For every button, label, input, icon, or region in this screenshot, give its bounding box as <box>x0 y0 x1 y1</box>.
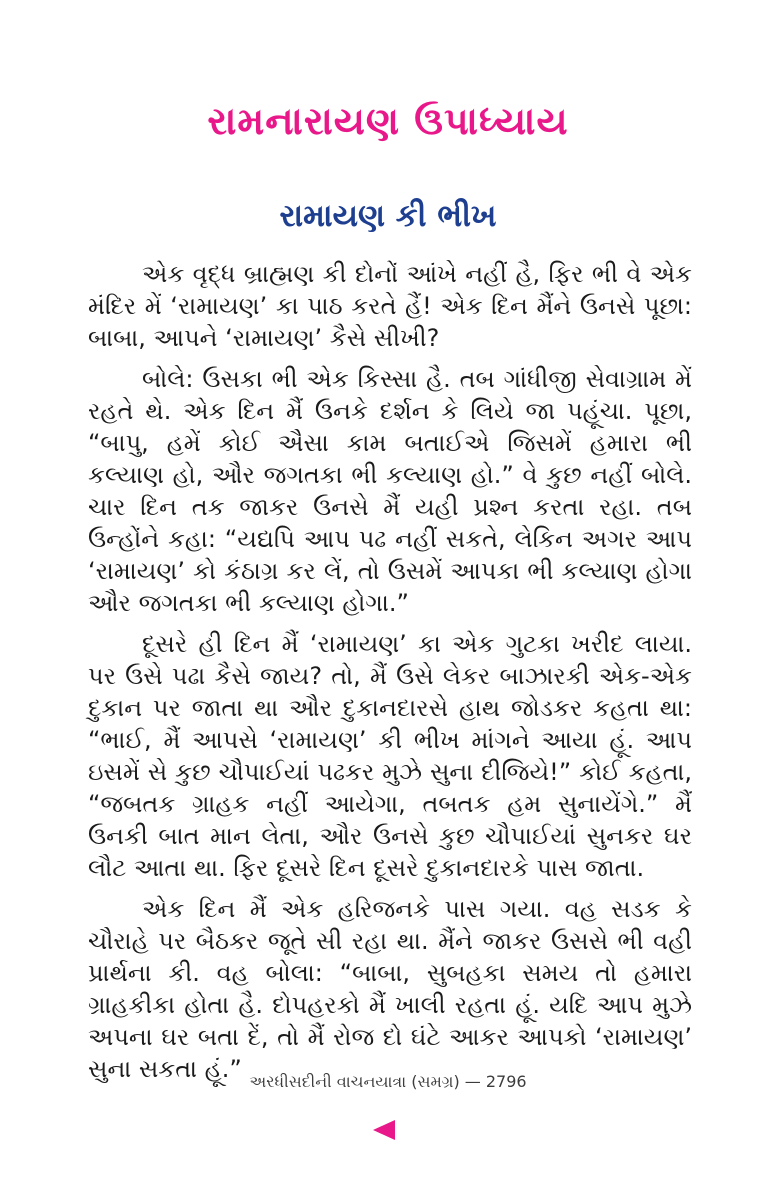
page-footer: અરધીસદીની વાચનયાત્રા (સમગ્ર) — 2796 <box>249 1072 527 1091</box>
paragraph-2: બોલે: ઉસકા ભી એક કિસ્સા હૈ. તબ ગાંધીજી સેવાગ્રામ મેં રહતે થે. એક દિન મૈં ઉનકે દર્શન કે લિયે જા પહૂંચા. પૂછા, “બાપુ, હમેં કોઈ ઐસા કામ બતાઈએ જિસમેં હમારા ભી કલ્યાણ હો, ઔર જગતકા ભી કલ્યાણ હો.” વે કુછ નહીં બોલે. ચાર દિન તક જાકર ઉનસે મૈં યહી પ્રશ્ન કરતા રહા. તબ ઉન્હોંને કહા: “યદ્યપિ આપ પઢ નહીં સકતે, લેકિન અગર આપ ‘રામાયણ’ કો કંઠાગ્ર કર લેં, તો ઉસમેં આપકા ભી કલ્યાણ હોગા ઔર જગતકા ભી કલ્યાણ હોગા.” <box>88 365 692 617</box>
previous-page-icon[interactable] <box>373 1120 395 1140</box>
paragraph-4: એક દિન મૈં એક હરિજનકે પાસ ગયા. વહ સડક કે ચૌરાહે પર બૈઠકર જૂતે સી રહા થા. મૈંને જાકર ઉસસે ભી વહી પ્રાર્થના કી. વહ બોલા: “બાબા, સુબહકા સમય તો હમારા ગ્રાહકીકા હોતા હૈ. દોપહરકો મૈં ખાલી રહતા હૂં. યદિ આપ મુઝે અપના ઘર બતા દેં, તો મૈં રોજ દો ઘંટે આકર આપકો ‘રામાયણ’ સુના સકતા હૂં.” <box>88 895 692 1083</box>
story-body <box>88 258 692 1094</box>
paragraph-1: એક વૃદ્ધ બ્રાહ્મણ કી દોનોં આંખે નહીં હૈ, ફિર ભી વે એક મંદિર મેં ‘રામાયણ’ કા પાઠ કરતે હૈં! એક દિન મૈંને ઉનસે પૂછા: બાબા, આપને ‘રામાયણ’ કૈસે સીખી? <box>88 260 692 352</box>
paragraph-3: દૂસરે હી દિન મૈં ‘રામાયણ’ કા એક ગુટકા ખરીદ લાયા. પર ઉસે પઢા કૈસે જાય? તો, મૈં ઉસે લેકર બાઝારકી એક-એક દુકાન પર જાતા થા ઔર દુકાનદારસે હાથ જોડકર કહતા થા: “ભાઈ, મૈં આપસે ‘રામાયણ’ કી ભીખ માંગને આયા હૂં. આપ ઇસમેં સે કુછ ચૌપાઈયાં પઢકર મુઝે સુના દીજિયે!” કોઈ કહતા, “જબતક ગ્રાહક નહીં આયેગા, તબતક હમ સુનાયેંગે.” મૈં ઉનકી બાત માન લેતા, ઔર ઉનસે કુછ ચૌપાઈયાં સુનકર ઘર લૌટ આતા થા. ફિર દૂસરે દિન દૂસરે દુકાનદારકે પાસ જાતા. <box>88 630 692 882</box>
author-title: રામનારાયણ ઉપાધ્યાય <box>207 99 569 143</box>
story-title: રામાયણ કી ભીખ <box>279 198 497 234</box>
